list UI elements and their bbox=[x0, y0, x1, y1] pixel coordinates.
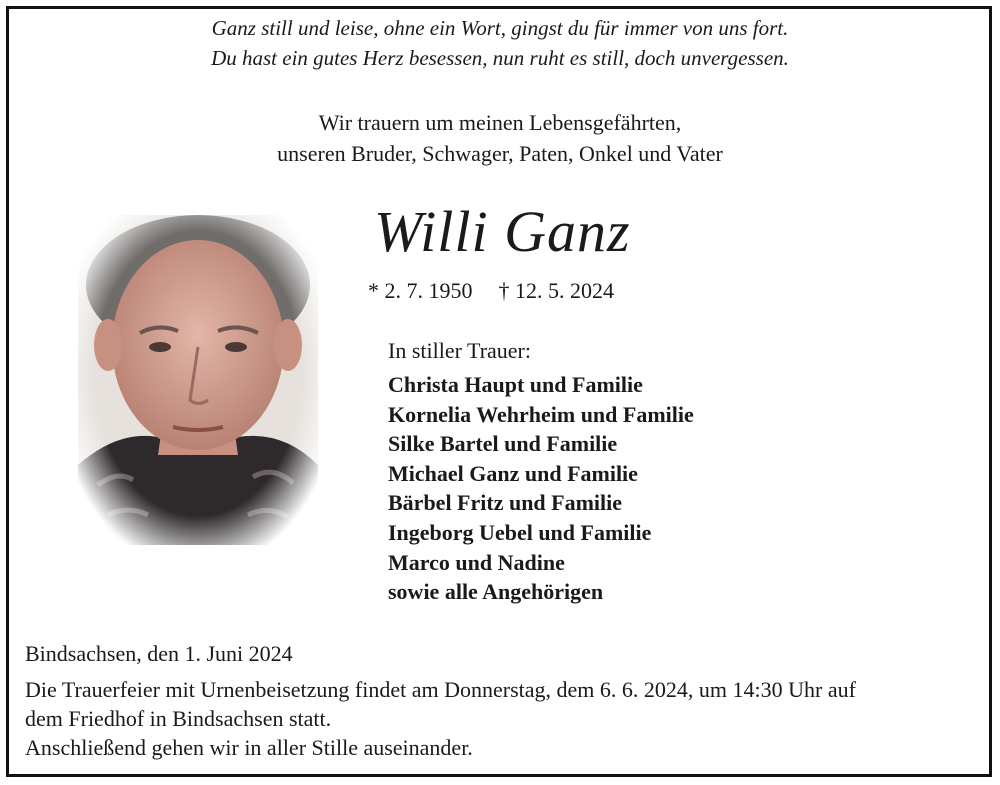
poem-verse bbox=[0, 13, 1000, 73]
poem-line-1: Ganz still und leise, ohne ein Wort, gingst du für immer von uns fort. bbox=[211, 16, 789, 40]
mourner-item: Christa Haupt und Familie bbox=[388, 372, 643, 397]
intro-line-2: unseren Bruder, Schwager, Paten, Onkel und Vater bbox=[277, 141, 723, 166]
place-and-date: Bindsachsen, den 1. Juni 2024 bbox=[25, 641, 293, 666]
mourner-item: sowie alle Angehörigen bbox=[388, 579, 604, 605]
deceased-name: Willi Ganz bbox=[374, 199, 631, 264]
mourner-item: Kornelia Wehrheim und Familie bbox=[388, 401, 694, 427]
service-details bbox=[25, 675, 985, 762]
mourner-item: Silke Bartel und Familie bbox=[388, 431, 618, 457]
poem-line-2: Du hast ein gutes Herz besessen, nun ruht es still, doch unvergessen. bbox=[211, 46, 789, 70]
service-line-2: dem Friedhof in Bindsachsen statt. bbox=[25, 706, 332, 731]
mourner-item: Bärbel Fritz und Familie bbox=[388, 490, 623, 516]
mourners-list bbox=[388, 370, 694, 607]
death-date: † 12. 5. 2024 bbox=[498, 278, 614, 303]
service-line-1: Die Trauerfeier mit Urnenbeisetzung findet am Donnerstag, dem 6. 6. 2024, um 14:30 Uhr auf bbox=[25, 677, 856, 702]
mourner-item: Marco und Nadine bbox=[388, 549, 565, 575]
mourner-item: Michael Ganz und Familie bbox=[388, 460, 638, 486]
portrait-photo bbox=[78, 215, 318, 545]
life-dates bbox=[368, 276, 614, 306]
mourners-label: In stiller Trauer: bbox=[388, 338, 531, 363]
closing-line: Anschließend gehen wir in aller Stille auseinander. bbox=[25, 735, 473, 760]
birth-date: * 2. 7. 1950 bbox=[368, 278, 473, 303]
mourner-item: Ingeborg Uebel und Familie bbox=[388, 519, 652, 545]
intro-line-1: Wir trauern um meinen Lebensgefährten, bbox=[318, 110, 682, 135]
intro-text bbox=[0, 107, 1000, 169]
